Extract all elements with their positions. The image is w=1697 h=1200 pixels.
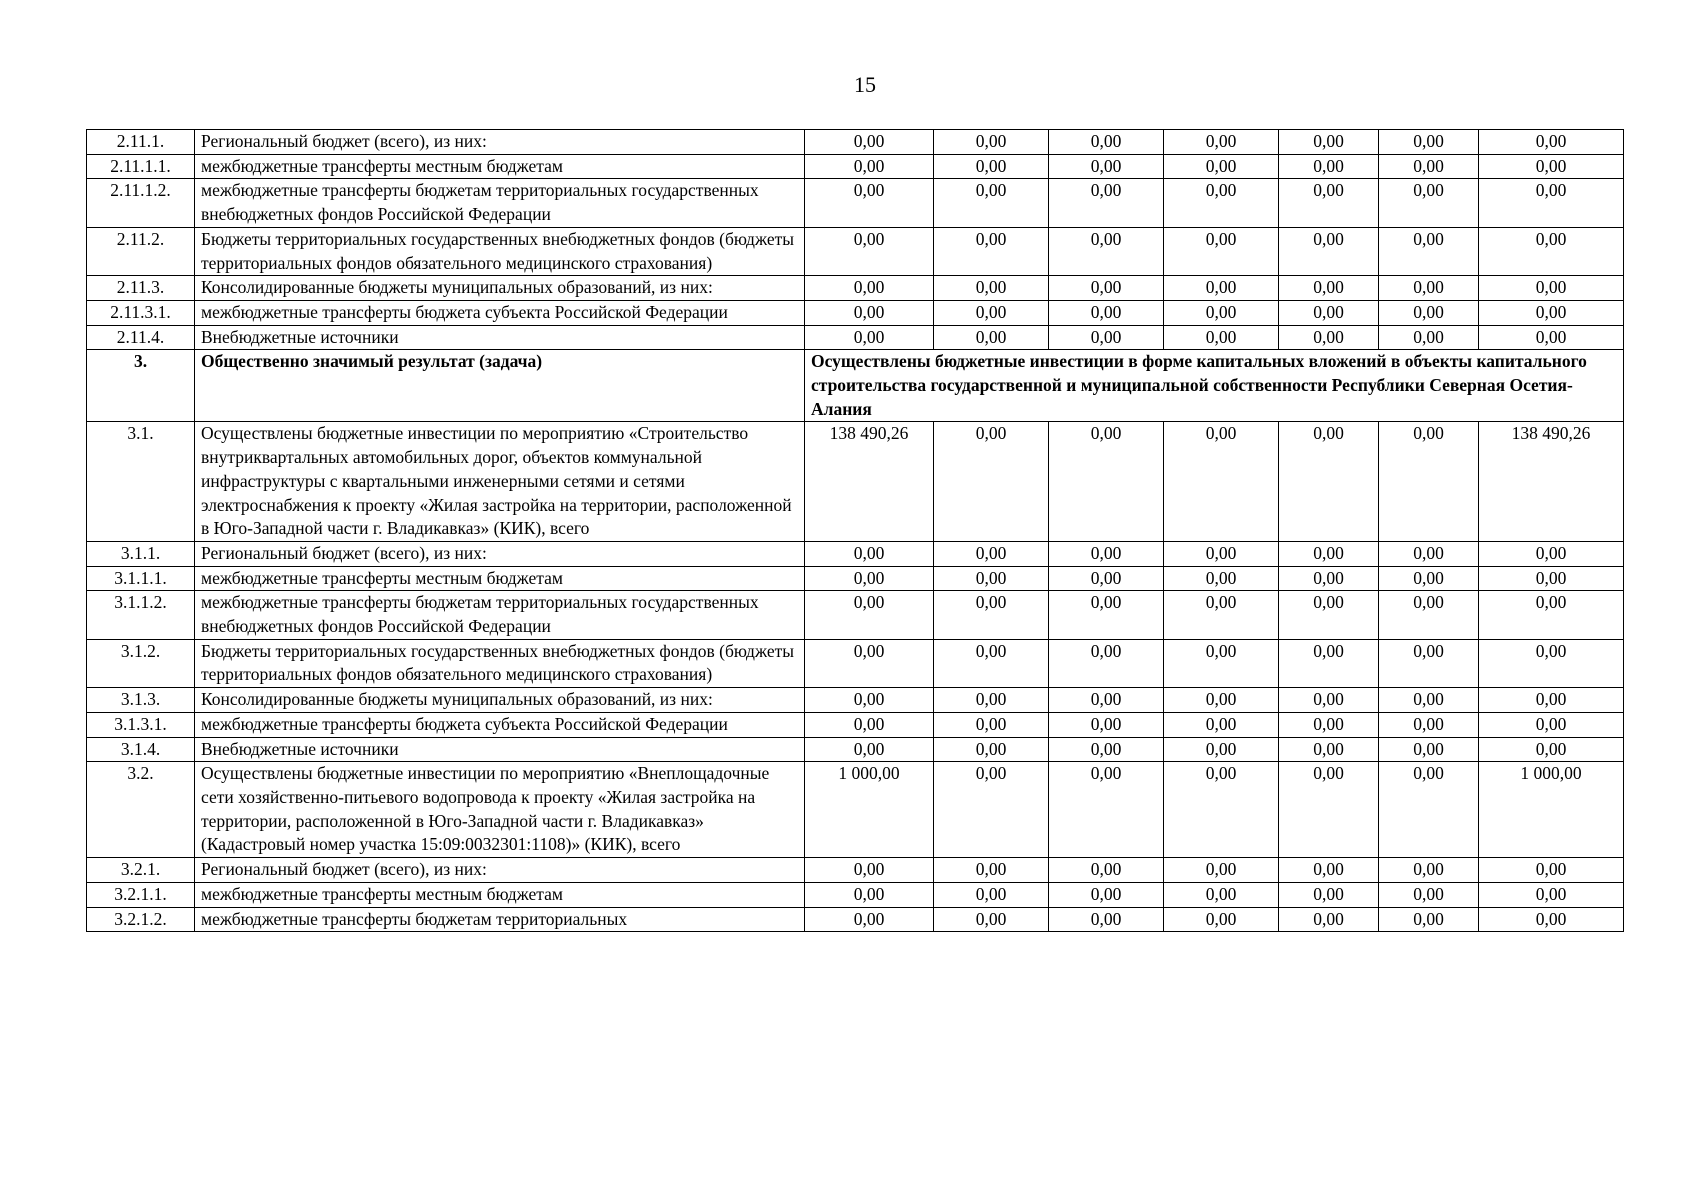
row-name-cell: Региональный бюджет (всего), из них:	[195, 858, 805, 883]
table-row	[87, 541, 1624, 566]
value-cell: 0,00	[805, 639, 934, 687]
row-number-cell: 3.1.3.	[87, 688, 195, 713]
value-cell: 138 490,26	[805, 422, 934, 542]
value-cell: 0,00	[1279, 858, 1379, 883]
value-cell: 0,00	[934, 422, 1049, 542]
value-cell: 0,00	[1479, 130, 1624, 155]
row-number-cell: 3.2.1.1.	[87, 882, 195, 907]
table-row	[87, 882, 1624, 907]
value-cell: 0,00	[934, 762, 1049, 858]
value-cell: 0,00	[1164, 154, 1279, 179]
value-cell: 0,00	[1379, 541, 1479, 566]
value-cell: 0,00	[805, 882, 934, 907]
value-cell: 0,00	[1479, 179, 1624, 227]
value-cell: 0,00	[1279, 227, 1379, 275]
value-cell: 0,00	[1379, 300, 1479, 325]
row-number-cell: 2.11.3.1.	[87, 300, 195, 325]
row-name-cell: Осуществлены бюджетные инвестиции по мероприятию «Строительство внутриквартальных автомобильных дорог, объектов коммунальной инфраструктуры с квартальными инженерными сетями и сетями электроснабжения к проекту «Жилая застройка на территории, расположенной в Юго-Западной части г. Владикавказ» (КИК), всего	[195, 422, 805, 542]
value-cell: 0,00	[934, 712, 1049, 737]
value-cell: 0,00	[1279, 882, 1379, 907]
row-number-cell: 3.1.1.	[87, 541, 195, 566]
value-cell: 0,00	[805, 591, 934, 639]
value-cell: 0,00	[1379, 712, 1479, 737]
value-cell: 0,00	[934, 688, 1049, 713]
table-row	[87, 737, 1624, 762]
value-cell: 0,00	[934, 591, 1049, 639]
value-cell: 0,00	[805, 179, 934, 227]
value-cell: 0,00	[1049, 737, 1164, 762]
value-cell: 0,00	[1049, 907, 1164, 932]
value-cell: 0,00	[1379, 179, 1479, 227]
table-row	[87, 712, 1624, 737]
row-number-cell: 3.	[87, 350, 195, 422]
value-cell: 0,00	[805, 858, 934, 883]
value-cell: 0,00	[1479, 639, 1624, 687]
value-cell: 0,00	[805, 154, 934, 179]
table-row	[87, 179, 1624, 227]
value-cell: 0,00	[1164, 325, 1279, 350]
row-number-cell: 3.1.4.	[87, 737, 195, 762]
budget-table	[86, 129, 1624, 932]
row-number-cell: 2.11.1.2.	[87, 179, 195, 227]
value-cell: 0,00	[1049, 179, 1164, 227]
table-row	[87, 858, 1624, 883]
row-number-cell: 3.2.	[87, 762, 195, 858]
row-name-cell: межбюджетные трансферты местным бюджетам	[195, 882, 805, 907]
value-cell: 0,00	[934, 300, 1049, 325]
merged-description-cell: Осуществлены бюджетные инвестиции в форме капитальных вложений в объекты капитального строительства государственной и муниципальной собственности Республики Северная Осетия-Алания	[805, 350, 1624, 422]
row-number-cell: 2.11.4.	[87, 325, 195, 350]
value-cell: 0,00	[1279, 566, 1379, 591]
value-cell: 0,00	[1379, 325, 1479, 350]
row-name-cell: Региональный бюджет (всего), из них:	[195, 130, 805, 155]
value-cell: 0,00	[1164, 639, 1279, 687]
value-cell: 0,00	[1164, 179, 1279, 227]
row-name-cell: межбюджетные трансферты местным бюджетам	[195, 154, 805, 179]
value-cell: 0,00	[1379, 276, 1479, 301]
value-cell: 0,00	[934, 907, 1049, 932]
value-cell: 0,00	[1379, 737, 1479, 762]
value-cell: 0,00	[1479, 154, 1624, 179]
value-cell: 0,00	[1164, 737, 1279, 762]
row-name-cell: Консолидированные бюджеты муниципальных образований, из них:	[195, 688, 805, 713]
value-cell: 0,00	[1049, 422, 1164, 542]
value-cell: 0,00	[934, 737, 1049, 762]
table-row	[87, 639, 1624, 687]
value-cell: 0,00	[1379, 639, 1479, 687]
value-cell: 0,00	[805, 276, 934, 301]
value-cell: 0,00	[934, 541, 1049, 566]
value-cell: 0,00	[1049, 541, 1164, 566]
table-row	[87, 227, 1624, 275]
value-cell: 0,00	[934, 858, 1049, 883]
value-cell: 0,00	[805, 688, 934, 713]
value-cell: 0,00	[1479, 541, 1624, 566]
value-cell: 0,00	[1379, 227, 1479, 275]
value-cell: 0,00	[1164, 712, 1279, 737]
value-cell: 0,00	[805, 566, 934, 591]
row-number-cell: 3.1.1.1.	[87, 566, 195, 591]
value-cell: 0,00	[1164, 541, 1279, 566]
table-row	[87, 762, 1624, 858]
table-row	[87, 422, 1624, 542]
value-cell: 0,00	[1049, 227, 1164, 275]
value-cell: 0,00	[1279, 130, 1379, 155]
table-row	[87, 688, 1624, 713]
value-cell: 0,00	[1164, 688, 1279, 713]
table-row	[87, 300, 1624, 325]
value-cell: 0,00	[805, 541, 934, 566]
value-cell: 0,00	[1279, 591, 1379, 639]
row-name-cell: Бюджеты территориальных государственных внебюджетных фондов (бюджеты территориальных фондов обязательного медицинского страхования)	[195, 639, 805, 687]
page-number: 15	[854, 72, 876, 97]
value-cell: 0,00	[934, 276, 1049, 301]
value-cell: 0,00	[934, 130, 1049, 155]
value-cell: 0,00	[1479, 591, 1624, 639]
value-cell: 0,00	[1049, 688, 1164, 713]
value-cell: 0,00	[1379, 907, 1479, 932]
row-name-cell: межбюджетные трансферты бюджета субъекта Российской Федерации	[195, 300, 805, 325]
row-name-cell: межбюджетные трансферты бюджетам территориальных государственных внебюджетных фондов Российской Федерации	[195, 179, 805, 227]
value-cell: 0,00	[1279, 154, 1379, 179]
row-name-cell: Осуществлены бюджетные инвестиции по мероприятию «Внеплощадочные сети хозяйственно-питьевого водопровода к проекту «Жилая застройка на территории, расположенной в Юго-Западной части г. Владикавказ» (Кадастровый номер участка 15:09:0032301:1108)» (КИК), всего	[195, 762, 805, 858]
value-cell: 0,00	[1164, 858, 1279, 883]
row-number-cell: 3.1.	[87, 422, 195, 542]
value-cell: 0,00	[1279, 762, 1379, 858]
value-cell: 0,00	[1279, 276, 1379, 301]
row-number-cell: 2.11.3.	[87, 276, 195, 301]
value-cell: 0,00	[1479, 300, 1624, 325]
table-row	[87, 154, 1624, 179]
value-cell: 0,00	[1279, 639, 1379, 687]
table-row	[87, 566, 1624, 591]
table-body	[87, 130, 1624, 932]
value-cell: 0,00	[1379, 762, 1479, 858]
value-cell: 0,00	[1049, 566, 1164, 591]
value-cell: 0,00	[1049, 130, 1164, 155]
row-number-cell: 2.11.2.	[87, 227, 195, 275]
value-cell: 0,00	[1379, 130, 1479, 155]
row-number-cell: 2.11.1.1.	[87, 154, 195, 179]
value-cell: 0,00	[934, 566, 1049, 591]
value-cell: 0,00	[1164, 591, 1279, 639]
value-cell: 0,00	[1379, 688, 1479, 713]
value-cell: 0,00	[1479, 325, 1624, 350]
value-cell: 0,00	[1379, 858, 1479, 883]
row-name-cell: межбюджетные трансферты бюджетам территориальных	[195, 907, 805, 932]
value-cell: 0,00	[934, 227, 1049, 275]
value-cell: 0,00	[805, 907, 934, 932]
value-cell: 1 000,00	[1479, 762, 1624, 858]
value-cell: 0,00	[1164, 422, 1279, 542]
value-cell: 0,00	[1049, 639, 1164, 687]
value-cell: 0,00	[1279, 179, 1379, 227]
value-cell: 0,00	[1164, 907, 1279, 932]
value-cell: 0,00	[805, 300, 934, 325]
value-cell: 0,00	[1379, 591, 1479, 639]
value-cell: 0,00	[934, 154, 1049, 179]
value-cell: 0,00	[1279, 737, 1379, 762]
row-number-cell: 3.2.1.	[87, 858, 195, 883]
row-name-cell: Общественно значимый результат (задача)	[195, 350, 805, 422]
value-cell: 138 490,26	[1479, 422, 1624, 542]
row-name-cell: Внебюджетные источники	[195, 325, 805, 350]
value-cell: 0,00	[1379, 566, 1479, 591]
value-cell: 0,00	[1479, 712, 1624, 737]
row-number-cell: 3.1.1.2.	[87, 591, 195, 639]
value-cell: 0,00	[1164, 300, 1279, 325]
value-cell: 0,00	[1379, 422, 1479, 542]
value-cell: 0,00	[1049, 882, 1164, 907]
row-number-cell: 2.11.1.	[87, 130, 195, 155]
row-name-cell: межбюджетные трансферты бюджета субъекта Российской Федерации	[195, 712, 805, 737]
row-name-cell: Региональный бюджет (всего), из них:	[195, 541, 805, 566]
value-cell: 0,00	[1379, 882, 1479, 907]
value-cell: 0,00	[1164, 276, 1279, 301]
value-cell: 0,00	[1479, 737, 1624, 762]
table-row	[87, 130, 1624, 155]
value-cell: 0,00	[1049, 300, 1164, 325]
value-cell: 0,00	[1479, 688, 1624, 713]
value-cell: 0,00	[1479, 907, 1624, 932]
value-cell: 0,00	[1164, 882, 1279, 907]
value-cell: 0,00	[1049, 325, 1164, 350]
value-cell: 0,00	[805, 227, 934, 275]
value-cell: 0,00	[934, 882, 1049, 907]
row-name-cell: межбюджетные трансферты местным бюджетам	[195, 566, 805, 591]
value-cell: 0,00	[1049, 858, 1164, 883]
value-cell: 0,00	[1279, 541, 1379, 566]
row-name-cell: Внебюджетные источники	[195, 737, 805, 762]
row-name-cell: Бюджеты территориальных государственных внебюджетных фондов (бюджеты территориальных фондов обязательного медицинского страхования)	[195, 227, 805, 275]
value-cell: 0,00	[1279, 325, 1379, 350]
value-cell: 0,00	[805, 130, 934, 155]
value-cell: 0,00	[1279, 712, 1379, 737]
table-row	[87, 350, 1624, 422]
value-cell: 0,00	[805, 325, 934, 350]
table-row	[87, 907, 1624, 932]
value-cell: 1 000,00	[805, 762, 934, 858]
value-cell: 0,00	[1479, 227, 1624, 275]
value-cell: 0,00	[1279, 422, 1379, 542]
value-cell: 0,00	[934, 325, 1049, 350]
value-cell: 0,00	[934, 179, 1049, 227]
value-cell: 0,00	[1164, 762, 1279, 858]
value-cell: 0,00	[1049, 762, 1164, 858]
row-number-cell: 3.1.2.	[87, 639, 195, 687]
value-cell: 0,00	[1049, 276, 1164, 301]
value-cell: 0,00	[805, 712, 934, 737]
value-cell: 0,00	[1049, 712, 1164, 737]
value-cell: 0,00	[1279, 907, 1379, 932]
row-number-cell: 3.1.3.1.	[87, 712, 195, 737]
table-row	[87, 325, 1624, 350]
value-cell: 0,00	[1049, 591, 1164, 639]
value-cell: 0,00	[934, 639, 1049, 687]
row-number-cell: 3.2.1.2.	[87, 907, 195, 932]
value-cell: 0,00	[1279, 688, 1379, 713]
value-cell: 0,00	[1049, 154, 1164, 179]
row-name-cell: Консолидированные бюджеты муниципальных образований, из них:	[195, 276, 805, 301]
value-cell: 0,00	[1279, 300, 1379, 325]
value-cell: 0,00	[1479, 858, 1624, 883]
value-cell: 0,00	[1164, 227, 1279, 275]
value-cell: 0,00	[1379, 154, 1479, 179]
table-row	[87, 591, 1624, 639]
value-cell: 0,00	[1479, 276, 1624, 301]
row-name-cell: межбюджетные трансферты бюджетам территориальных государственных внебюджетных фондов Российской Федерации	[195, 591, 805, 639]
value-cell: 0,00	[1479, 566, 1624, 591]
value-cell: 0,00	[1164, 130, 1279, 155]
value-cell: 0,00	[805, 737, 934, 762]
table-row	[87, 276, 1624, 301]
value-cell: 0,00	[1479, 882, 1624, 907]
value-cell: 0,00	[1164, 566, 1279, 591]
